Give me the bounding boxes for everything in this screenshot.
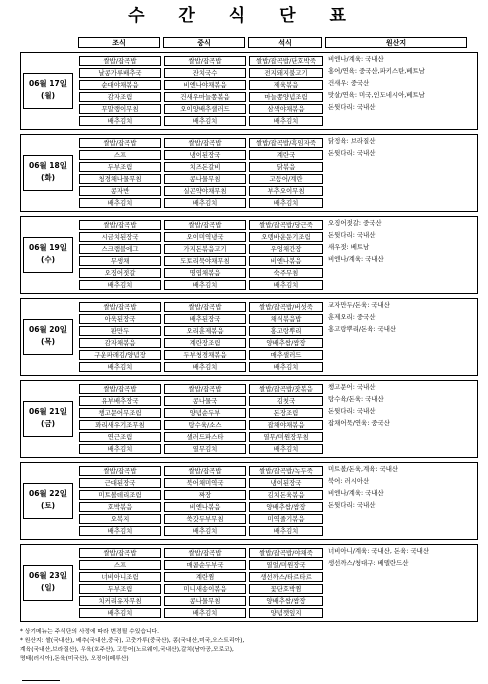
day-block <box>20 52 478 130</box>
origin-item: 새우젓: 베트남 <box>328 243 370 251</box>
origin-item: 맛살/연육: 미국,인도네시아,베트남 <box>328 91 425 99</box>
dinner-item: 오뎅바운둔기조림 <box>249 232 323 242</box>
breakfast-item: 날콩가루배추국 <box>79 68 161 78</box>
breakfast-item: 콩자반 <box>79 186 161 196</box>
origin-item: 생선까스/청대구: 베델란드산 <box>328 559 409 567</box>
origin-item: 비엔나/계육: 국내산 <box>328 255 384 263</box>
lunch-item: 오이미역냉국 <box>164 232 246 242</box>
lunch-item: 북어채미역국 <box>164 478 246 488</box>
day-block <box>20 298 478 376</box>
day-of-week: (일) <box>40 583 56 592</box>
footnote: * 상기메뉴는 주식단의 사정에 따라 변경될 수있습니다. <box>20 629 159 635</box>
date-cell <box>23 237 73 273</box>
lunch-item: 치즈돈갈비 <box>164 162 246 172</box>
breakfast-item: 순대야채볶음 <box>79 80 161 90</box>
lunch-item: 쌀밥/잡곡밥 <box>164 138 246 148</box>
dinner-item: 고등어/계란 <box>249 174 323 184</box>
origin-item: 건새우: 중국산 <box>328 79 370 87</box>
lunch-item: 배추김치 <box>164 198 246 208</box>
dinner-item: 삼색야채볶음 <box>249 104 323 114</box>
lunch-item: 명엽채볶음 <box>164 268 246 278</box>
lunch-item: 냉이된장국 <box>164 150 246 160</box>
date-cell <box>23 73 73 109</box>
breakfast-item: 두부조림 <box>79 162 161 172</box>
dinner-item: 닭볶음 <box>249 162 323 172</box>
lunch-item: 매콤순두부국 <box>164 560 246 570</box>
breakfast-item: 미트볼데리조림 <box>79 490 161 500</box>
breakfast-item: 쌀밥/잡곡밥 <box>79 466 161 476</box>
origin-item: 잡채어묵/연육: 중국산 <box>328 419 390 427</box>
lunch-item: 두부청경채볶음 <box>164 350 246 360</box>
origin-item: 돈뒷다리: 국내산 <box>328 103 376 111</box>
origin-item: 돈뒷다리: 국내산 <box>328 149 376 157</box>
origin-item: 북어: 러시아산 <box>328 477 370 485</box>
breakfast-item: 감자채볶음 <box>79 338 161 348</box>
date-cell <box>23 155 73 191</box>
breakfast-item: 호박볶음 <box>79 502 161 512</box>
dinner-item: 쌀밥/잡곡밥/흑임자죽 <box>249 138 323 148</box>
dinner-item: 양념깻잎지 <box>249 608 323 618</box>
breakfast-item: 치커리유자무침 <box>79 596 161 606</box>
lunch-item: 배추김치 <box>164 280 246 290</box>
lunch-item: 배추김치 <box>164 608 246 618</box>
header-lunch: 중식 <box>163 37 245 48</box>
breakfast-item: 배추김치 <box>79 608 161 618</box>
lunch-item: 오리훈제볶음 <box>164 326 246 336</box>
day-block <box>20 462 478 540</box>
breakfast-item: 유부배추장국 <box>79 396 161 406</box>
origin-item: 돈뒷다리: 국내산 <box>328 407 376 415</box>
dinner-item: 쌀밥/잡곡밥/녹두죽 <box>249 466 323 476</box>
date-label: 06월 17일 <box>29 79 67 88</box>
breakfast-item: 청경채나물무침 <box>79 174 161 184</box>
dinner-item: 쌀밥/잡곡밥/단호박죽 <box>249 56 323 66</box>
breakfast-item: 무말랭이무침 <box>79 104 161 114</box>
breakfast-item: 쌀밥/잡곡밥 <box>79 384 161 394</box>
lunch-item: 콩나물국 <box>164 396 246 406</box>
dinner-item: 비엔나볶음 <box>249 256 323 266</box>
divider <box>22 680 60 681</box>
origin-item: 탕수육/돈육: 국내산 <box>328 395 384 403</box>
lunch-item: 도토리묵야채무침 <box>164 256 246 266</box>
dinner-item: 쌀밥/잡곡밥/잣볶음 <box>249 384 323 394</box>
dinner-item: 배추김치 <box>249 116 323 126</box>
lunch-item: 비엔나볶음 <box>164 502 246 512</box>
dinner-item: 배추김치 <box>249 526 323 536</box>
origin-item: 돈뒷다리: 국내산 <box>328 501 376 509</box>
lunch-item: 미니새송이볶음 <box>164 584 246 594</box>
dinner-item: 마늘쫑양념조림 <box>249 92 323 102</box>
breakfast-item: 두부조림 <box>79 584 161 594</box>
day-block <box>20 134 478 212</box>
breakfast-item: 배추김치 <box>79 362 161 372</box>
breakfast-item: 연근조림 <box>79 432 161 442</box>
lunch-item: 배추김치 <box>164 526 246 536</box>
breakfast-item: 배추김치 <box>79 526 161 536</box>
origin-item: 비엔나/계육: 국내산 <box>328 489 384 497</box>
dinner-item: 양배추쌈/쌈장 <box>249 596 323 606</box>
dinner-item: 양배추쌈/쌈장 <box>249 338 323 348</box>
breakfast-item: 꽈리새우기조무침 <box>79 420 161 430</box>
breakfast-item: 쌀밥/잡곡밥 <box>79 548 161 558</box>
date-label: 06월 19일 <box>29 243 67 252</box>
lunch-item: 잔치국수 <box>164 68 246 78</box>
date-cell <box>23 401 73 437</box>
lunch-item: 계란장조림 <box>164 338 246 348</box>
lunch-item: 쌀밥/잡곡밥 <box>164 56 246 66</box>
breakfast-item: 오복지 <box>79 514 161 524</box>
dinner-item: 쌀밥/잡곡밥/야채죽 <box>249 548 323 558</box>
dinner-item: 배추김치 <box>249 362 323 372</box>
day-block <box>20 544 478 622</box>
footnote: * 원산지: 쌀(국내산), 배추(국내산,중국), 고춧가루(중국산), 콩(국내산,미국,오스트리아), <box>20 638 245 644</box>
dinner-item: 제육볶음 <box>249 80 323 90</box>
day-of-week: (수) <box>40 255 56 264</box>
dinner-item: 채식볶음밥 <box>249 314 323 324</box>
lunch-item: 가지돈볶음고기 <box>164 244 246 254</box>
breakfast-item: 쌀밥/잡곡밥 <box>79 138 161 148</box>
date-label: 06월 20일 <box>29 325 67 334</box>
dinner-item: 배추김치 <box>249 444 323 454</box>
header-origin: 원산지 <box>325 37 467 48</box>
header-breakfast: 조식 <box>78 37 160 48</box>
breakfast-item: 쌀밥/잡곡밥 <box>79 56 161 66</box>
date-label: 06월 23일 <box>29 571 67 580</box>
lunch-item: 탕수육/소스 <box>164 420 246 430</box>
origin-item: 교자만두/돈육: 국내산 <box>328 301 390 309</box>
lunch-item: 쌀밥/잡곡밥 <box>164 384 246 394</box>
origin-item: 미트볼/돈육,계육: 국내산 <box>328 465 399 473</box>
breakfast-item: 쌀밥/잡곡밥 <box>79 220 161 230</box>
lunch-item: 열무김치 <box>164 444 246 454</box>
dinner-item: 배추김치 <box>249 280 323 290</box>
origin-item: 너비아니/계육: 국내산, 돈육: 국내산 <box>328 547 430 555</box>
breakfast-item: 스프 <box>79 150 161 160</box>
lunch-item: 비엔나야채볶음 <box>164 80 246 90</box>
day-of-week: (화) <box>40 173 56 182</box>
date-cell <box>23 483 73 519</box>
dinner-item: 돈장조림 <box>249 408 323 418</box>
origin-item: 훈제오리: 중국산 <box>328 313 376 321</box>
breakfast-item: 근대된장국 <box>79 478 161 488</box>
day-block <box>20 216 478 294</box>
lunch-item: 양념순두부 <box>164 408 246 418</box>
lunch-item: 계란찜 <box>164 572 246 582</box>
breakfast-item: 무생채 <box>79 256 161 266</box>
origin-item: 비엔나/계육: 국내산 <box>328 55 384 63</box>
dinner-item: 계란국 <box>249 150 323 160</box>
date-label: 06월 22일 <box>29 489 67 498</box>
breakfast-item: 너비아니조림 <box>79 572 161 582</box>
header-dinner: 석식 <box>248 37 322 48</box>
lunch-item: 콩나물무침 <box>164 174 246 184</box>
lunch-item: 배추김치 <box>164 362 246 372</box>
dinner-item: 우엉채간장 <box>249 244 323 254</box>
dinner-item: 숙주무침 <box>249 268 323 278</box>
dinner-item: 양배추쌈/쌈장 <box>249 502 323 512</box>
dinner-item: 부추오이무침 <box>249 186 323 196</box>
date-label: 06월 21일 <box>29 407 67 416</box>
origin-item: 홍고랑뿌리/돈육: 국내산 <box>328 325 397 333</box>
breakfast-item: 판만두 <box>79 326 161 336</box>
breakfast-item: 배추김치 <box>79 198 161 208</box>
dinner-item: 잡채야채볶음 <box>249 420 323 430</box>
lunch-item: 샐러드파스타 <box>164 432 246 442</box>
date-cell <box>23 319 73 355</box>
breakfast-item: 스프 <box>79 560 161 570</box>
lunch-item: 콩나물무침 <box>164 596 246 606</box>
origin-item: 돈뒷다리: 국내산 <box>328 231 376 239</box>
lunch-item: 쌀밥/잡곡밥 <box>164 466 246 476</box>
origin-item: 홍어/연육: 중국산,파키스탄,베트남 <box>328 67 425 75</box>
breakfast-item: 시금치된장국 <box>79 232 161 242</box>
breakfast-item: 배추김치 <box>79 444 161 454</box>
breakfast-item: 오징어젓갈 <box>79 268 161 278</box>
breakfast-item: 구운파래김/양념장 <box>79 350 161 360</box>
dinner-item: 열얼/미원장국 <box>249 560 323 570</box>
dinner-item: 전지돼지불고기 <box>249 68 323 78</box>
breakfast-item: 쌀밥/잡곡밥 <box>79 302 161 312</box>
footnote: 명태(러시아),돈육(미국산), 오징어(페루산) <box>20 656 129 662</box>
day-of-week: (목) <box>40 337 56 346</box>
dinner-item: 생선까스/타르타르 <box>249 572 323 582</box>
breakfast-item: 배추김치 <box>79 116 161 126</box>
day-block <box>20 380 478 458</box>
lunch-item: 쌀밥/잡곡밥 <box>164 220 246 230</box>
dinner-item: 김치돈육볶음 <box>249 490 323 500</box>
breakfast-item: 아욱된장국 <box>79 314 161 324</box>
date-cell <box>23 565 73 601</box>
lunch-item: 쑥갓두부무침 <box>164 514 246 524</box>
dinner-item: 쌀밥/잡곡밥/버섯죽 <box>249 302 323 312</box>
dinner-item: 냉이된장국 <box>249 478 323 488</box>
footnote: 계육(국내산,브라질산), 우육(호주산), 고등어(노르웨이,국내산),갈치(남아공,모로코), <box>20 647 234 653</box>
breakfast-item: 스크램블에그 <box>79 244 161 254</box>
origin-item: 오징어젓갈: 중국산 <box>328 219 382 227</box>
date-label: 06월 18일 <box>29 161 67 170</box>
dinner-item: 쌀밥/잡곡밥/당근죽 <box>249 220 323 230</box>
lunch-item: 짜장 <box>164 490 246 500</box>
lunch-item: 건새우마늘쫑볶음 <box>164 92 246 102</box>
day-of-week: (금) <box>40 419 56 428</box>
origin-item: 챙고문어: 국내산 <box>328 383 376 391</box>
dinner-item: 열무/미원장무침 <box>249 432 323 442</box>
breakfast-item: 챙고문어무조림 <box>79 408 161 418</box>
lunch-item: 쌀밥/잡곡밥 <box>164 302 246 312</box>
dinner-item: 김칫국 <box>249 396 323 406</box>
page-title: 수 간 식 단 표 <box>128 6 360 26</box>
dinner-item: 매추샐러드 <box>249 350 323 360</box>
dinner-item: 미역줄기볶음 <box>249 514 323 524</box>
lunch-item: 오이양배추샐러드 <box>164 104 246 114</box>
day-of-week: (월) <box>40 91 56 100</box>
lunch-item: 배추된장국 <box>164 314 246 324</box>
day-of-week: (토) <box>40 501 56 510</box>
breakfast-item: 배추김치 <box>79 280 161 290</box>
lunch-item: 쌀밥/잡곡밥 <box>164 548 246 558</box>
dinner-item: 꽃단호박찜 <box>249 584 323 594</box>
breakfast-item: 감자조림 <box>79 92 161 102</box>
lunch-item: 실곤약야채무침 <box>164 186 246 196</box>
lunch-item: 배추김치 <box>164 116 246 126</box>
dinner-item: 배추김치 <box>249 198 323 208</box>
dinner-item: 홍고랑뿌리 <box>249 326 323 336</box>
origin-item: 닭정육: 브라질산 <box>328 137 376 145</box>
